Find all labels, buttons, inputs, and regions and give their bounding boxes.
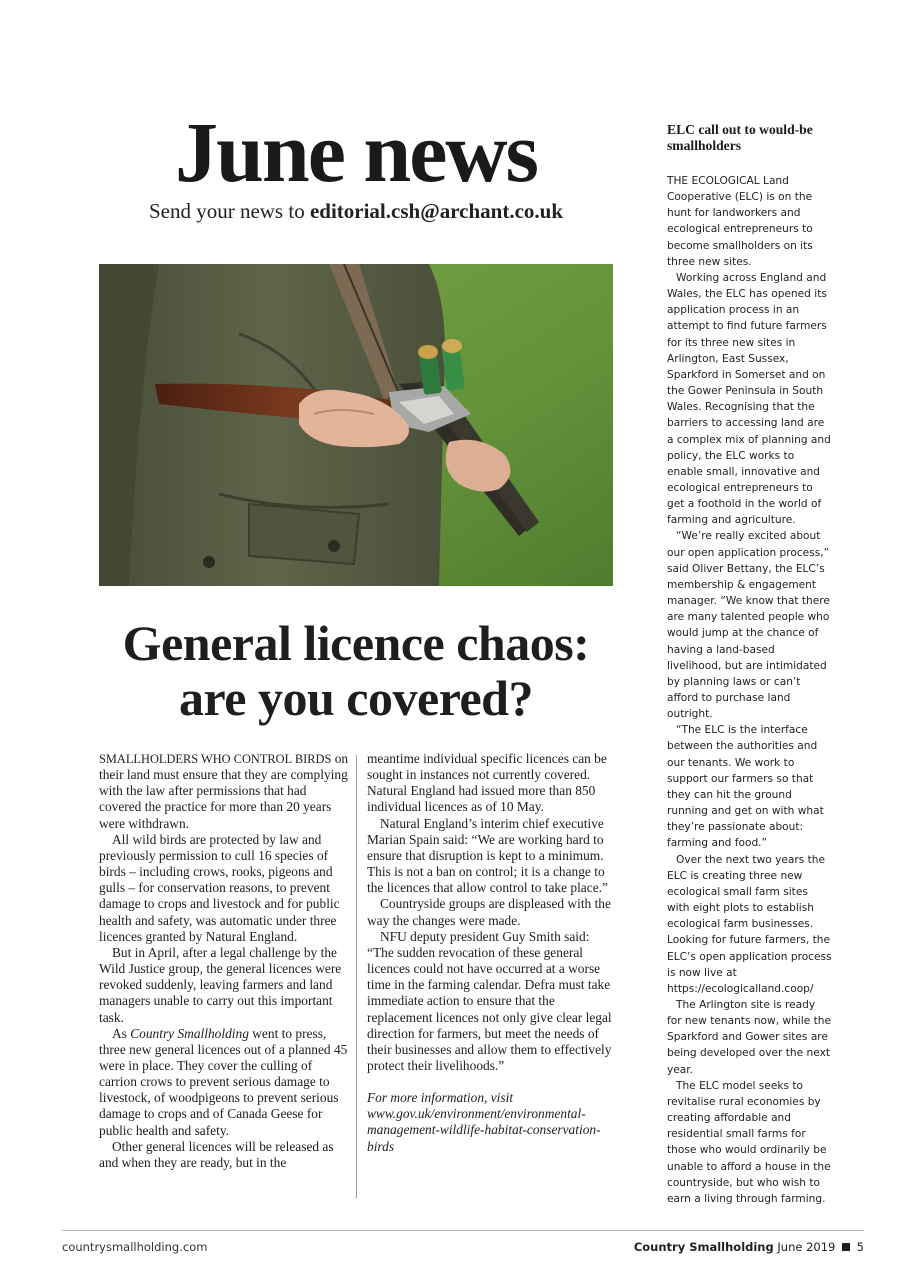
article-paragraph: meantime individual specific licences can be sought in instances not currently covered. Natural England had issued more than 850 individual licences as of 10 May. [367, 751, 607, 815]
article-paragraph: But in April, after a legal challenge by the Wild Justice group, the general licences were revoked suddenly, leaving farmers and land managers unable to carry out this important task. [99, 944, 342, 1025]
article-paragraph: As Country Smallholding went to press, three new general licences out of a planned 45 were in place. They cover the culling of carrion crows to prevent serious damage to livestock, of woodpigeons to prevent serious damage to crops and of Canada Geese for public health and safety. [99, 1025, 348, 1138]
column-divider [356, 755, 357, 1198]
sidebar-body [667, 173, 832, 1207]
sidebar-paragraph: THE ECOLOGICAL Land Cooperative (ELC) is on the hunt for landworkers and ecological entrepreneurs to become smallholders on its three new sites. [667, 175, 813, 268]
section-title: June news [175, 104, 537, 200]
article-paragraph: NFU deputy president Guy Smith said: “The sudden revocation of these general licences could not have occurred at a worse time in the farming calendar. Defra must take immediate action to ensure that the replacement licences not only give clear legal direction for farmers, but meet the needs of their businesses and allow them to effectively protect their livelihoods.” [367, 928, 612, 1073]
section-subtitle [99, 198, 613, 224]
more-info-credit: For more information, visit www.gov.uk/environment/environmental-management-wildlife-habitat-conservation-birds [367, 1090, 601, 1154]
article-paragraph: All wild birds are protected by law and previously permission to cull 16 species of birds – including crows, rooks, pigeons and gulls – for conservation reasons, to prevent damage to crops and livestock and for public health and safety, was automatic under three licences granted by Natural England. [99, 831, 340, 944]
masthead [99, 104, 613, 224]
sidebar-paragraph: “The ELC is the interface between the authorities and our tenants. We work to support our farmers so that they can hit the ground running and get on with what they’re passionate about: farming and food.” [667, 724, 824, 850]
headline-line-2: are you covered? [179, 670, 533, 726]
article-paragraph: Other general licences will be released as and when they are ready, but in the [99, 1138, 334, 1170]
subtitle-prefix: Send your news to [148, 199, 310, 223]
sidebar-heading: ELC call out to would-be smallholders [667, 122, 813, 153]
article-paragraph: Countryside groups are displeased with the way the changes were made. [367, 896, 611, 928]
magazine-name: Country Smallholding [130, 1025, 249, 1041]
article-headline [99, 616, 613, 726]
footer-rule [62, 1230, 864, 1231]
editorial-email: editorial.csh@archant.co.uk [309, 199, 564, 223]
sidebar-paragraph: Over the next two years the ELC is creating three new ecological small farm sites with eight plots to establish ecological farm businesses. Looking for future farmers, the ELC’s open application process is now live at https://ecologicalland.coop/ [667, 853, 832, 995]
sidebar-paragraph: “We’re really excited about our open application process,” said Oliver Bettany, the ELC’s membership & engagement manager. “We know that there are many talented people who would jump at the chance of having a land-based livelihood, but are intimidated by planning laws or can’t afford to purchase land outright. [667, 530, 830, 721]
headline-line-1: General licence chaos: [122, 615, 590, 671]
sidebar-paragraph: The Arlington site is ready for new tenants now, while the Sparkford and Gower sites are being developed over the next year. [667, 998, 831, 1076]
sidebar-paragraph: Working across England and Wales, the ELC has opened its application process in an attempt to find future farmers for its three new sites in Arlington, East Sussex, Sparkford in Somerset and on the Gower Peninsula in South Wales. Recognising that the barriers to accessing land are a complex mix of planning and policy, the ELC works to enable small, innovative and ecological entrepreneurs to get a foothold in the world of farming and agriculture. [667, 271, 831, 527]
article-paragraph: Natural England’s interim chief executive Marian Spain said: “We are working hard to ensure that disruption is kept to a minimum. This is not a ban on control; it is a change to the licences that allow control to take place.” [367, 815, 608, 896]
footer-issue: June 2019 [777, 1240, 836, 1254]
article-column-1 [99, 751, 349, 1171]
drop-lead: THE ECOLOGICAL [667, 175, 760, 187]
footer-magazine-name: Country Smallholding [633, 1240, 774, 1254]
article-photo [99, 264, 613, 586]
page-number: 5 [856, 1240, 864, 1254]
sidebar-paragraph: The ELC model seeks to revitalise rural economies by creating affordable and residential small farms for those who would ordinarily be unable to afford a house in the countryside, but who wish to earn a living through farming. [667, 1079, 831, 1205]
footer-website: countrysmallholding.com [62, 1240, 208, 1254]
square-bullet-icon [842, 1243, 850, 1251]
sidebar-story [667, 122, 832, 1207]
article-paragraph: SMALLHOLDERS WHO CONTROL BIRDS on their land must ensure that they are complying with the law after permissions that had covered the practice for more than 20 years were withdrawn. [99, 751, 349, 831]
drop-lead: SMALLHOLDERS WHO CONTROL BIRDS [99, 752, 332, 766]
article-column-2 [367, 751, 615, 1155]
footer-folio [634, 1240, 864, 1254]
